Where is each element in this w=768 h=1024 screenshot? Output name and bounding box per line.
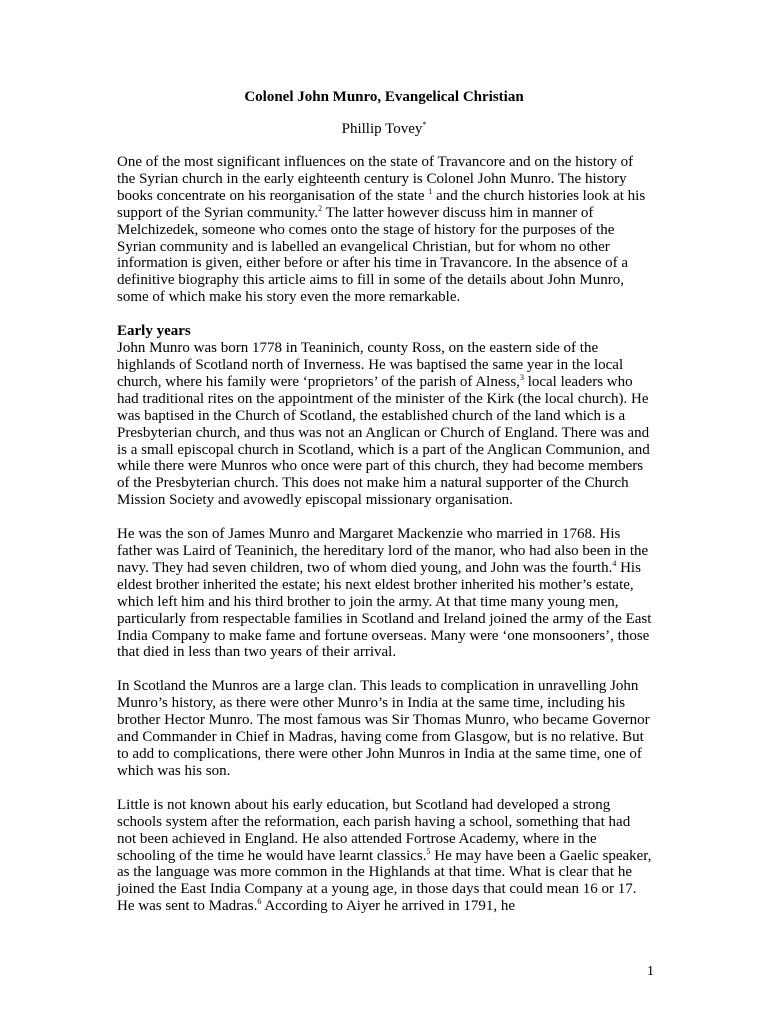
footnote-ref: 4 (612, 558, 617, 568)
paragraph-intro (117, 154, 653, 306)
footnote-ref: 2 (318, 203, 323, 213)
paragraph-clan (117, 678, 653, 779)
document-title: Colonel John Munro, Evangelical Christian (244, 89, 524, 105)
page-number: 1 (647, 964, 654, 979)
paragraph-education (117, 797, 653, 915)
footnote-ref: 5 (426, 846, 431, 856)
text-segment: He was the son of James Munro and Margaret Mackenzie who married in 1768. His father was Laird of Teaninich, the hereditary lord of the manor, who had also been in the navy. They had seven children, two of whom died young, and John was the fourth. (117, 526, 649, 576)
paragraph-family (117, 526, 653, 661)
text-segment: In Scotland the Munros are a large clan. This leads to complication in unravelling John Munro’s history, as there were other Munro’s in India at the same time, including his brother Hector Munro. The most famous was Sir Thomas Munro, who became Governor and Commander in Chief in Madras, having come from Glasgow, but is no relative. But to add to complications, there were other John Munros in India at the same time, one of which was his son. (117, 678, 650, 779)
footnote-ref: 6 (257, 897, 262, 907)
text-segment: One of the most significant influences on the state of Travancore and on the history of the Syrian church in the early eighteenth century is Colonel John Munro. The history books concentrate on his reorganisation of the state (117, 154, 634, 204)
footnote-ref: 3 (519, 372, 524, 382)
text-segment: Little is not known about his early education, but Scotland had developed a strong schools system after the reformation, each parish having a school, something that had not been achieved in England. He also attended Fortrose Academy, where in the schooling of the time he would have learnt classics. (117, 796, 631, 864)
text-segment: His eldest brother inherited the estate; his next eldest brother inherited his mother’s estate, which left him and his third brother to join the army. At that time many young men, particularly from respectable families in Scotland and Ireland joined the army of the East India Company to make fame and fortune overseas. Many were ‘one monsooners’, those that died in less than two years of their arrival. (117, 559, 652, 661)
section-early-years (117, 323, 653, 509)
section-heading: Early years (117, 323, 191, 340)
author-footnote-mark: * (422, 120, 427, 129)
text-segment: local leaders who had traditional rites on the appointment of the minister of the Kirk (the local church). He was baptised in the Church of Scotland, the established church of the land which is a Presbyterian church, and thus was not an Anglican or Church of England. There was and is a small episcopal church in Scotland, which is a part of the Anglican Communion, and while there were Munros who once were part of this church, they had become members of the Presbyterian church. This does not make him a natural supporter of the Church Mission Society and avowedly episcopal missionary organisation. (117, 373, 650, 509)
text-segment: He may have been a Gaelic speaker, as the language was more common in the Highlands at that time. What is clear that he joined the East India Company at a young age, in those days that could mean 16 or 17. He was sent to Madras. (117, 847, 652, 915)
text-segment: and the church histories look at his support of the Syrian community. (117, 187, 646, 221)
author-name: Phillip Tovey (341, 121, 423, 137)
footnote-ref: 1 (428, 186, 433, 196)
document-author (0, 120, 768, 138)
text-segment: John Munro was born 1778 in Teaninich, county Ross, on the eastern side of the highlands of Scotland north of Inverness. He was baptised the same year in the local church, where his family were ‘proprietors’ of the parish of Alness, (117, 340, 624, 390)
document-body (117, 154, 653, 932)
text-segment: According to Aiyer he arrived in 1791, he (261, 898, 516, 915)
text-segment: The latter however discuss him in manner of Melchizedek, someone who comes onto the stage of history for the purposes of the Syrian community and is labelled an evangelical Christian, but for whom no other information is given, either before or after his time in Travancore. In the absence of a definitive biography this article aims to fill in some of the details about John Munro, some of which make his story even the more remarkable. (117, 204, 629, 306)
